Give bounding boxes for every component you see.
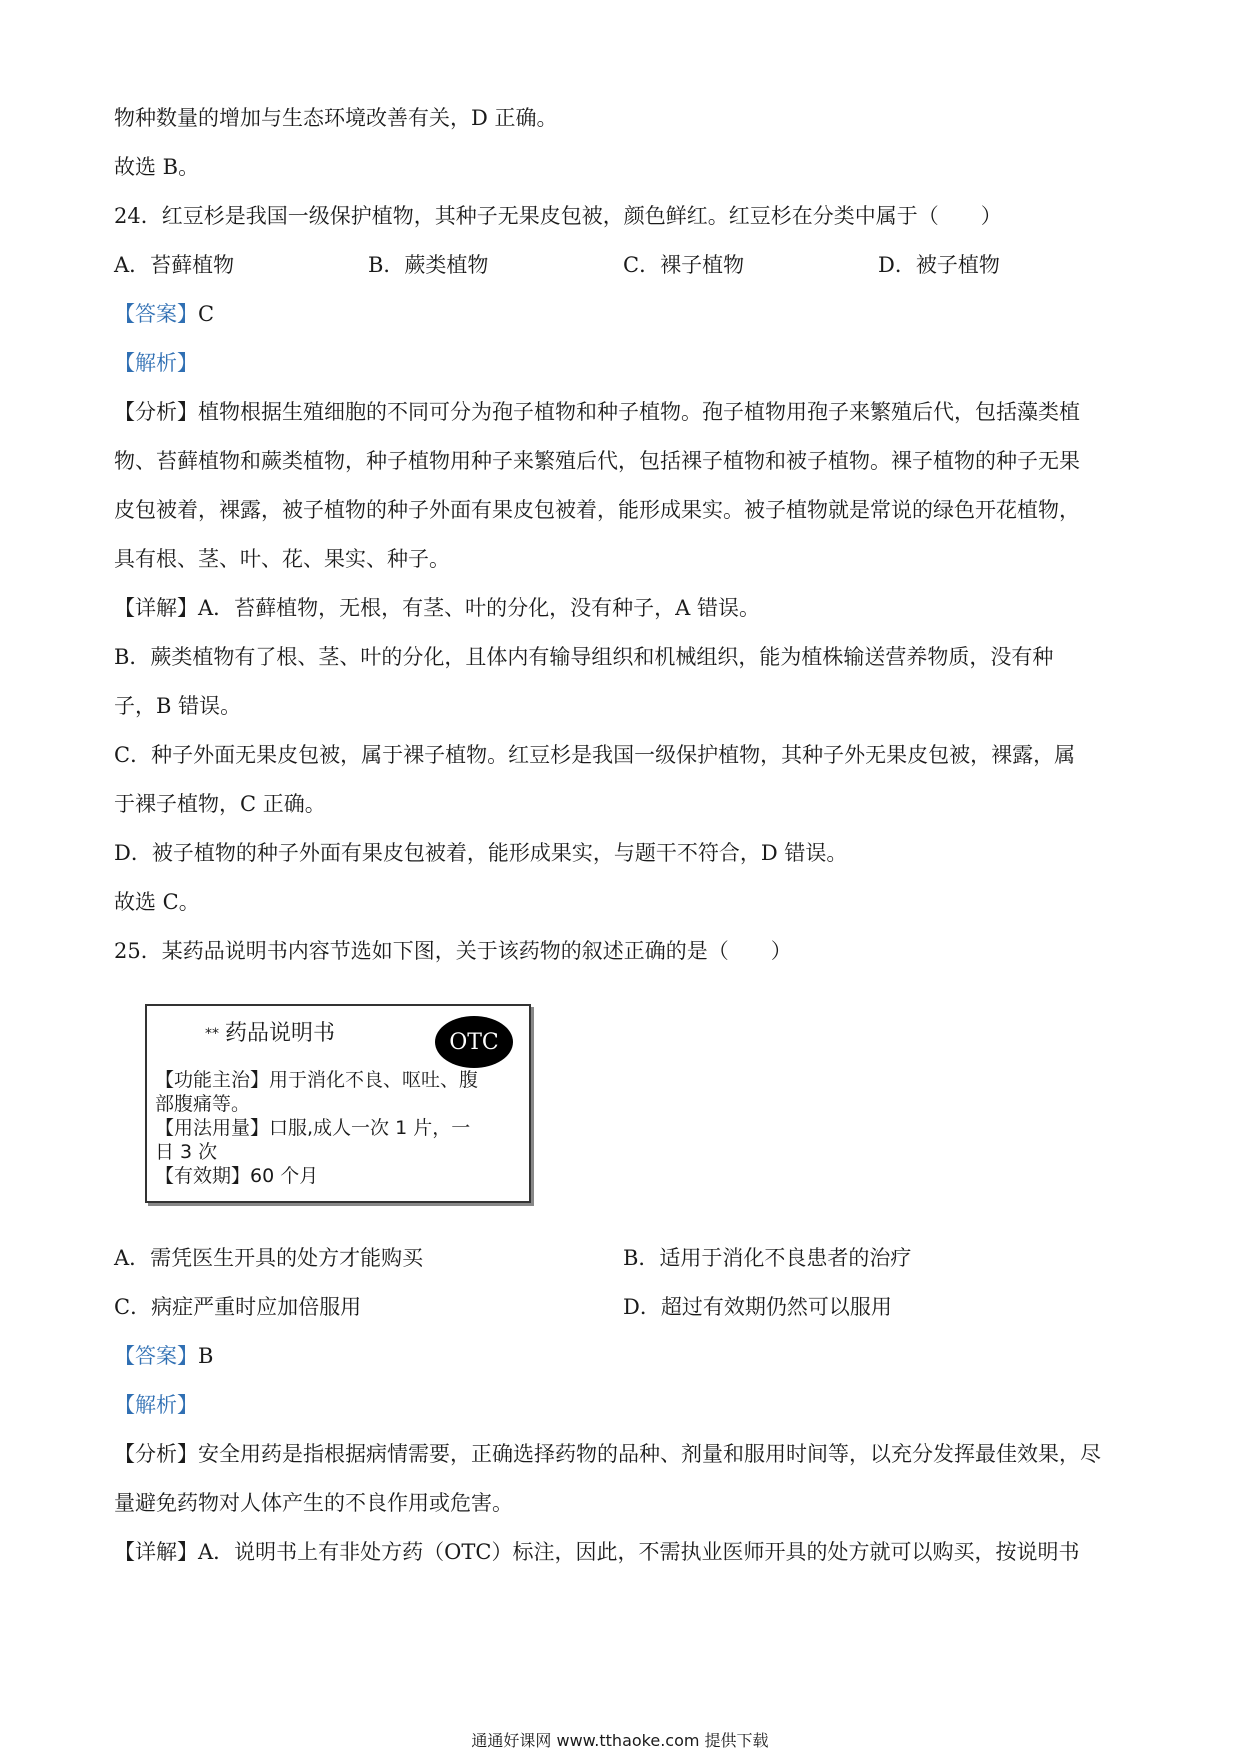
q25-option-b: B．适用于消化不良患者的治疗: [623, 1246, 912, 1270]
label-line: 【功能主治】用于消化不良、呕吐、腹: [155, 1069, 479, 1091]
q25-answer: [114, 1342, 213, 1370]
answer-value: C: [198, 302, 215, 326]
label-line: 日 3 次: [155, 1141, 218, 1163]
label-line: 【用法用量】口服,成人一次 1 片，一: [155, 1117, 471, 1139]
answer-tag: 【答案】: [114, 1344, 198, 1368]
xiangjie-text: A．说明书上有非处方药（OTC）标注，因此，不需执业医师开具的处方就可以购买，按说明书: [198, 1540, 1080, 1564]
text-line: 物种数量的增加与生态环境改善有关，D 正确。: [114, 106, 558, 130]
question-24-stem: 24．红豆杉是我国一级保护植物，其种子无果皮包被，颜色鲜红。红豆杉在分类中属于（ ）: [114, 204, 1002, 228]
text-line: 于裸子植物，C 正确。: [114, 792, 326, 816]
xiangjie-tag: 【详解】: [114, 1540, 198, 1564]
text-line: 皮包被着，裸露，被子植物的种子外面有果皮包被着，能形成果实。被子植物就是常说的绿色开花植物，: [114, 498, 1080, 522]
otc-badge: OTC: [435, 1016, 513, 1068]
text-line: 量避免药物对人体产生的不良作用或危害。: [114, 1491, 513, 1515]
text-line: 物、苔藓植物和蕨类植物，种子植物用种子来繁殖后代，包括裸子植物和被子植物。裸子植物的种子无果: [114, 449, 1080, 473]
q25-option-a: A．需凭医生开具的处方才能购买: [114, 1246, 424, 1270]
q24-option-d: D．被子植物: [878, 253, 1000, 277]
fenxi-tag: 【分析】: [114, 400, 198, 424]
question-25-stem: 25．某药品说明书内容节选如下图，关于该药物的叙述正确的是（ ）: [114, 939, 792, 963]
q24-option-a: A．苔藓植物: [114, 253, 235, 277]
fenxi-tag: 【分析】: [114, 1442, 198, 1466]
q24-answer: [114, 300, 214, 328]
q25-analysis-tag: 【解析】: [114, 1393, 198, 1417]
label-title: [205, 1016, 335, 1047]
q24-option-b: B．蕨类植物: [368, 253, 489, 277]
answer-value: B: [198, 1344, 214, 1368]
label-title-text: 药品说明书: [225, 1021, 336, 1046]
label-stars: **: [205, 1026, 219, 1042]
q24-option-c: C．裸子植物: [623, 253, 745, 277]
xiangjie-tag: 【详解】: [114, 596, 198, 620]
q25-xiangjie: [114, 1538, 1079, 1566]
answer-tag: 【答案】: [114, 302, 198, 326]
q25-option-c: C．病症严重时应加倍服用: [114, 1295, 362, 1319]
medicine-label-figure: [145, 1004, 531, 1203]
text-line: 具有根、茎、叶、花、果实、种子。: [114, 547, 450, 571]
q24-fenxi: [114, 398, 1080, 426]
q24-analysis-tag: 【解析】: [114, 351, 198, 375]
q25-option-d: D．超过有效期仍然可以服用: [623, 1295, 892, 1319]
label-line: 【有效期】60 个月: [155, 1165, 319, 1187]
text-line: 故选 B。: [114, 155, 200, 179]
text-line: C．种子外面无果皮包被，属于裸子植物。红豆杉是我国一级保护植物，其种子外无果皮包被，裸露，属: [114, 743, 1076, 767]
text-line: B．蕨类植物有了根、茎、叶的分化，且体内有输导组织和机械组织，能为植株输送营养物质，没有种: [114, 645, 1054, 669]
fenxi-text: 安全用药是指根据病情需要，正确选择药物的品种、剂量和服用时间等，以充分发挥最佳效果，尽: [198, 1442, 1101, 1466]
label-line: 部腹痛等。: [155, 1093, 251, 1115]
page-footer: 通通好课网 www.tthaoke.com 提供下载: [471, 1731, 769, 1750]
xiangjie-text: A．苔藓植物，无根，有茎、叶的分化，没有种子，A 错误。: [198, 596, 761, 620]
fenxi-text: 植物根据生殖细胞的不同可分为孢子植物和种子植物。孢子植物用孢子来繁殖后代，包括藻类植: [198, 400, 1080, 424]
text-line: 子，B 错误。: [114, 694, 242, 718]
text-line: D．被子植物的种子外面有果皮包被着，能形成果实，与题干不符合，D 错误。: [114, 841, 848, 865]
text-line: 故选 C。: [114, 890, 200, 914]
q25-fenxi: [114, 1440, 1101, 1468]
q24-xiangjie: [114, 594, 760, 622]
